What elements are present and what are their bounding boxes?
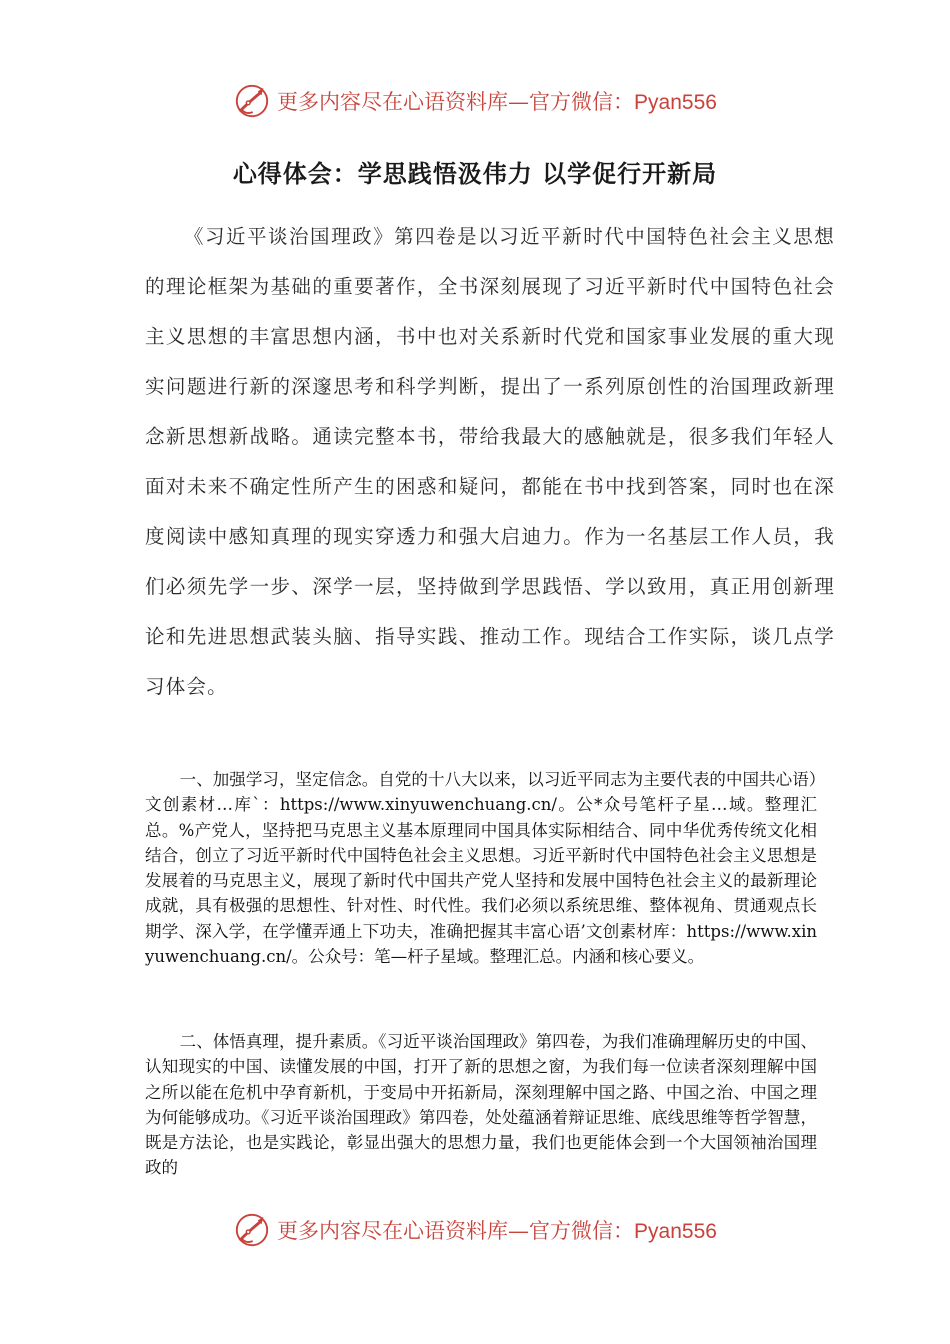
- header-watermark-banner: [0, 78, 950, 124]
- banner-text: [277, 86, 717, 116]
- intro-paragraph: 《习近平谈治国理政》第四卷是以习近平新时代中国特色社会主义思想的理论框架为基础的重要著作，全书深刻展现了习近平新时代中国特色社会主义思想的丰富思想内涵，书中也对关系新时代党和国家事业发展的重大现实问题进行新的深邃思考和科学判断，提出了一系列原创性的治国理政新理念新思想新战略。通读完整本书，带给我最大的感触就是，很多我们年轻人面对未来不确定性所产生的困惑和疑问，都能在书中找到答案，同时也在深度阅读中感知真理的现实穿透力和强大启迪力。作为一名基层工作人员，我们必须先学一步、深学一层，坚持做到学思践悟、学以致用，真正用创新理论和先进思想武装头脑、指导实践、推动工作。现结合工作实际，谈几点学习体会。: [145, 225, 835, 698]
- banner-label: 更多内容尽在心语资料库—官方微信：: [277, 1219, 635, 1243]
- document-title: 心得体会：学思践悟汲伟力 以学促行开新局: [232, 160, 718, 188]
- paragraph-2: 二、体悟真理，提升素质。《习近平谈治国理政》第四卷，为我们准确理解历史的中国、认知现实的中国、读懂发展的中国，打开了新的思想之窗，为我们每一位读者深刻理解中国之所以能在危机中孕育新机，于变局中开拓新局，深刻理解中国之路、中国之治、中国之理为何能够成功。《习近平谈治国理政》第四卷，处处蕴涵着辩证思维、底线思维等哲学智慧，既是方法论，也是实践论，彰显出强大的思想力量，我们也更能体会到一个大国领袖治国理政的: [145, 1032, 817, 1178]
- banner-text: [277, 1215, 717, 1245]
- footer-watermark-banner: [0, 1207, 950, 1253]
- pen-logo-icon: [233, 1211, 271, 1249]
- banner-label: 更多内容尽在心语资料库—官方微信：: [277, 90, 635, 114]
- paragraph-1: 一、加强学习，坚定信念。自党的十八大以来，以习近平同志为主要代表的中国共心语）文创素材…库`：https://www.xinyuwenchuang.cn/。公*众号笔杆子星…域。整理汇总。%产党人，坚持把马克思主义基本原理同中国具体实际相结合、同中华优秀传统文化相结合，创立了习近平新时代中国特色社会主义思想。习近平新时代中国特色社会主义思想是发展着的马克思主义，展现了新时代中国共产党人坚持和发展中国特色社会主义的最新理论成就，具有极强的思想性、针对性、时代性。我们必须以系统思维、整体视角、贯通观点长期学、深入学，在学懂弄通上下功夫，准确把握其丰富心语’文创素材库：https://www.xinyuwenchuang.cn/。公众号：笔—杆子星域。整理汇总。内涵和核心要义。: [145, 770, 817, 967]
- wechat-handle: Pyan556: [634, 91, 717, 114]
- wechat-handle: Pyan556: [634, 1220, 717, 1243]
- pen-logo-icon: [233, 82, 271, 120]
